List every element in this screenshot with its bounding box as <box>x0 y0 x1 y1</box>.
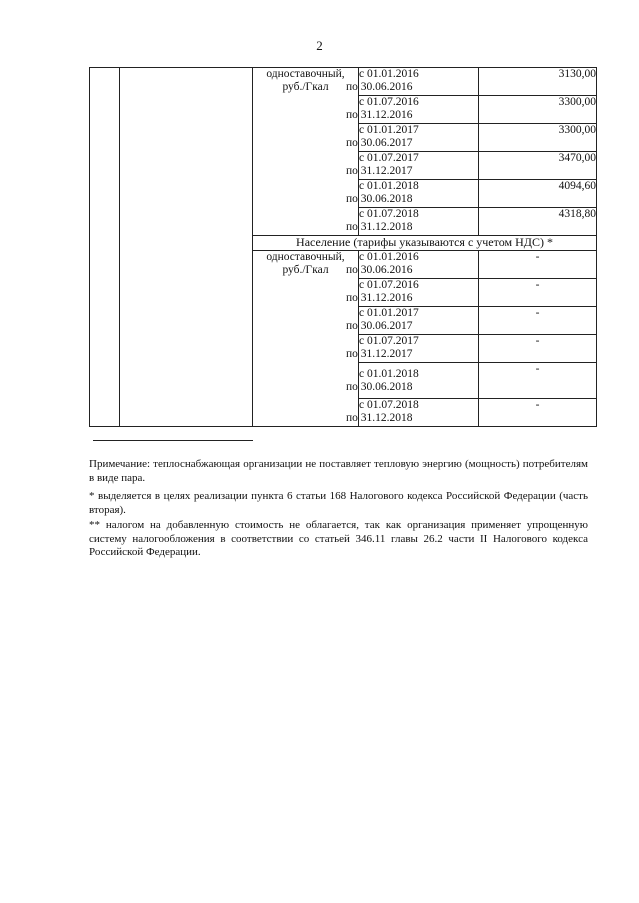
tariff-value: - <box>479 279 597 307</box>
tariff-value: 4094,60 <box>479 180 597 208</box>
period-to: по 30.06.2018 <box>346 193 413 205</box>
tariff-value: 3130,00 <box>479 68 597 96</box>
period-to: по 30.06.2016 <box>346 264 413 276</box>
period-from: с 01.07.2017 <box>359 335 419 347</box>
tariff-value: 4318,80 <box>479 208 597 236</box>
period-to: по 30.06.2018 <box>346 380 413 393</box>
period-cell <box>346 208 479 236</box>
table-row <box>90 68 597 96</box>
period-from: с 01.07.2017 <box>359 152 419 164</box>
note-main-text: Примечание: теплоснабжающая организации не поставляет тепловую энергию (мощность) потребителям в виде пара. <box>89 458 588 484</box>
period-cell <box>346 96 479 124</box>
period-from: с 01.07.2016 <box>359 279 419 291</box>
period-to: по 30.06.2017 <box>346 137 413 149</box>
note-star2 <box>89 519 588 560</box>
tariff-value: 3470,00 <box>479 152 597 180</box>
tariff-type-line2: руб./Гкал <box>282 264 329 276</box>
page-number: 2 <box>316 38 323 53</box>
tariff-value: - <box>479 335 597 363</box>
note-star1-text: * выделяется в целях реализации пункта 6 статьи 168 Налогового кодекса Российской Федерации (часть вторая). <box>89 490 588 516</box>
tariff-value: - <box>479 399 597 427</box>
note-star2-text: ** налогом на добавленную стоимость не облагается, так как организация применяет упрощенную систему налогообложения в соответствии со статьей 346.11 главы 26.2 части II Налогового кодекса Российской Федерации. <box>89 519 588 558</box>
note-main <box>89 458 588 485</box>
blank-cell-1 <box>90 68 120 427</box>
period-cell <box>346 124 479 152</box>
period-to: по 30.06.2017 <box>346 320 413 332</box>
period-to: по 31.12.2016 <box>346 292 413 304</box>
period-to: по 31.12.2018 <box>346 412 413 424</box>
period-from: с 01.01.2016 <box>359 251 419 263</box>
tariff-value: - <box>479 251 597 279</box>
tariff-type-line2: руб./Гкал <box>282 81 329 93</box>
period-to: по 31.12.2016 <box>346 109 413 121</box>
tariff-value: - <box>479 307 597 335</box>
period-to: по 31.12.2017 <box>346 165 413 177</box>
tariff-type-cell <box>253 68 359 236</box>
period-cell <box>346 307 479 335</box>
period-cell <box>346 335 479 363</box>
period-to: по 31.12.2018 <box>346 221 413 233</box>
period-cell <box>346 363 479 399</box>
period-cell <box>346 279 479 307</box>
note-star1 <box>89 490 588 517</box>
period-cell <box>346 251 479 279</box>
period-from: с 01.07.2016 <box>359 96 419 108</box>
period-from: с 01.01.2016 <box>359 68 419 80</box>
tariff-value: - <box>479 363 597 399</box>
period-from: с 01.07.2018 <box>359 208 419 220</box>
section-header: Население (тарифы указываются с учетом НДС) * <box>253 236 597 251</box>
period-from: с 01.01.2017 <box>359 124 419 136</box>
period-cell <box>346 399 479 427</box>
footnote-separator <box>93 440 253 441</box>
tariff-value: 3300,00 <box>479 96 597 124</box>
period-from: с 01.01.2018 <box>359 180 419 192</box>
tariff-table <box>89 67 597 427</box>
period-cell <box>346 180 479 208</box>
period-cell <box>346 152 479 180</box>
period-from: с 01.01.2017 <box>359 307 419 319</box>
blank-cell-2 <box>120 68 253 427</box>
tariff-type-cell <box>253 251 359 427</box>
period-from: с 01.07.2018 <box>359 399 419 411</box>
period-to: по 31.12.2017 <box>346 348 413 360</box>
tariff-type-line1: одноставочный, <box>266 68 345 80</box>
period-to: по 30.06.2016 <box>346 81 413 93</box>
tariff-type-line1: одноставочный, <box>266 251 345 263</box>
period-cell <box>346 68 479 96</box>
period-from: с 01.01.2018 <box>359 367 419 380</box>
tariff-value: 3300,00 <box>479 124 597 152</box>
